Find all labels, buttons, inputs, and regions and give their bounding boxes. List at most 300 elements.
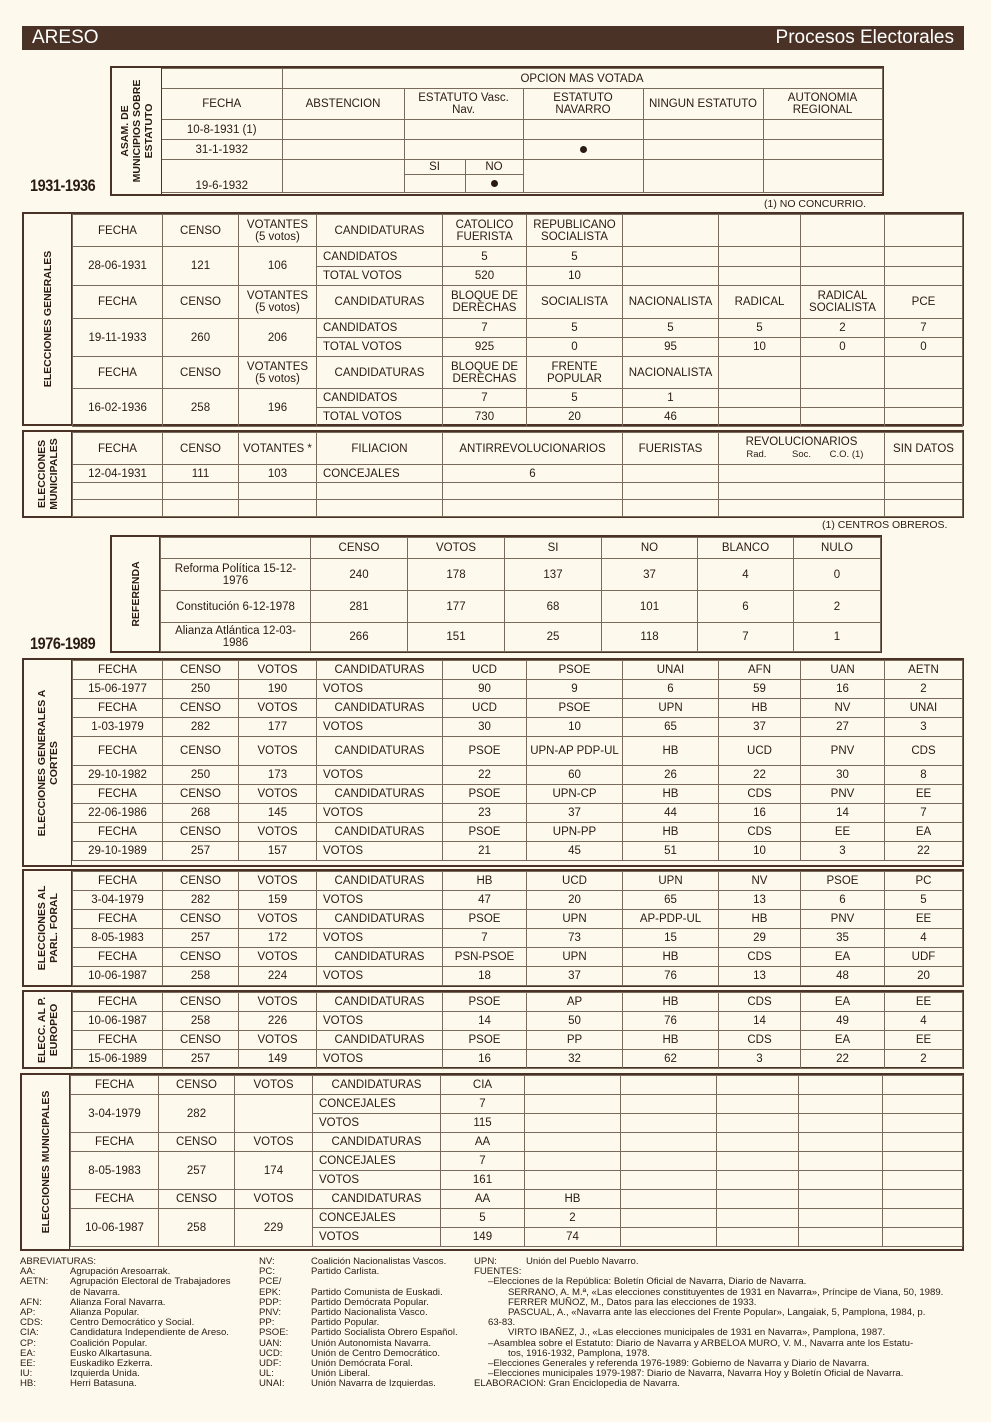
header-cell: CENSO <box>163 661 239 680</box>
empty-cell <box>621 1114 717 1133</box>
header-row <box>73 737 963 766</box>
empty-cell <box>799 1228 883 1247</box>
abbrev-col-1 <box>20 1257 231 1390</box>
header-cell: UCD <box>443 699 527 718</box>
empty-cell <box>799 1114 883 1133</box>
europeo-label: ELECC. AL P. EUROPEO <box>24 992 72 1067</box>
empty-cell <box>717 1076 799 1095</box>
source-line: 63-83. <box>488 1317 516 1329</box>
value-cell: VOTOS <box>317 929 443 948</box>
municipales-1931-block <box>22 430 964 518</box>
header-cell: HB <box>623 737 719 766</box>
value-cell: 65 <box>623 718 719 737</box>
header-cell: CANDIDATURAS <box>317 993 443 1012</box>
header-cell: FECHA <box>73 823 163 842</box>
header-cell: CANDIDATURAS <box>317 699 443 718</box>
value-cell: 3 <box>719 1050 801 1069</box>
value-cell <box>525 1095 621 1114</box>
value-cell: 74 <box>525 1228 621 1247</box>
empty-cell <box>799 1152 883 1171</box>
value-cell: VOTOS <box>313 1114 441 1133</box>
elaboracion: ELABORACION: Gran Enciclopedia de Navarra. <box>474 1378 680 1390</box>
header-cell <box>525 1076 621 1095</box>
header-cell: FECHA <box>71 1190 159 1209</box>
cortes-block <box>22 658 964 867</box>
abbrev-item: UDF: Unión Demócrata Foral. <box>259 1358 413 1370</box>
value-cell: 257 <box>163 842 239 861</box>
value-cell: CONCEJALES <box>313 1095 441 1114</box>
foral-label: ELECCIONES AL PARL. FORAL <box>24 871 72 985</box>
value-cell: 2 <box>885 1050 963 1069</box>
abbrev-item: PCE/ <box>259 1276 282 1288</box>
value-cell <box>525 1171 621 1190</box>
header-cell: UPN <box>527 910 623 929</box>
value-cell: 20 <box>527 891 623 910</box>
header-cell: CENSO <box>163 737 239 766</box>
header-cell: FECHA <box>73 785 163 804</box>
header-cell: VOTOS <box>235 1133 313 1152</box>
header-cell: HB <box>623 948 719 967</box>
value-cell: 32 <box>527 1050 623 1069</box>
header-cell: CANDIDATURAS <box>313 1133 441 1152</box>
abbrev-item: EPK: Partido Comunista de Euskadi. <box>259 1286 443 1298</box>
header-cell: CDS <box>719 1031 801 1050</box>
header-cell: CANDIDATURAS <box>317 910 443 929</box>
source-line: –Asamblea sobre el Estatuto: Diario de Navarra y ARBELOA MURO, V. M., Navarra ante los Estatu- <box>488 1337 914 1349</box>
value-cell: 22 <box>801 1050 885 1069</box>
header-cell: EE <box>885 1031 963 1050</box>
value-cell: 37 <box>527 967 623 986</box>
municipales-79-table <box>70 1075 963 1247</box>
header-cell: VOTOS <box>239 699 317 718</box>
header-cell: PSOE <box>443 1031 527 1050</box>
empty-cell <box>717 1152 799 1171</box>
empty-cell <box>883 1190 963 1209</box>
empty-cell <box>621 1209 717 1228</box>
header-cell: UNAI <box>623 661 719 680</box>
value-cell: 60 <box>527 766 623 785</box>
empty-cell <box>883 1133 963 1152</box>
header-cell: CENSO <box>159 1133 235 1152</box>
value-cell: VOTOS <box>317 891 443 910</box>
value-cell: 161 <box>441 1171 525 1190</box>
empty-cell <box>717 1228 799 1247</box>
value-cell: VOTOS <box>317 842 443 861</box>
header-cell: FECHA <box>71 1133 159 1152</box>
value-cell: 65 <box>623 891 719 910</box>
empty-cell <box>883 1076 963 1095</box>
value-cell: 224 <box>239 967 317 986</box>
empty-cell <box>799 1133 883 1152</box>
period-label-1931: 1931-1936 <box>30 176 96 195</box>
header-cell: HB <box>719 699 801 718</box>
value-cell: 16 <box>719 804 801 823</box>
source-line: PASCUAL, A., «Navarra ante las elecciones del Frente Popular», Langaiak, 5, Pamplona, 1984, p. <box>508 1307 926 1319</box>
header-row <box>73 948 963 967</box>
value-cell: 173 <box>239 766 317 785</box>
empty-cell <box>799 1171 883 1190</box>
table-row <box>73 891 963 910</box>
header-row <box>73 661 963 680</box>
value-cell: 4 <box>885 929 963 948</box>
header-cell: AA <box>441 1190 525 1209</box>
header-cell: VOTOS <box>235 1076 313 1095</box>
header-cell: CDS <box>885 737 963 766</box>
table-row <box>73 929 963 948</box>
header-cell: CENSO <box>163 1031 239 1050</box>
value-cell: 18 <box>443 967 527 986</box>
value-cell: 1-03-1979 <box>73 718 163 737</box>
header-cell: VOTOS <box>239 661 317 680</box>
header-cell: CDS <box>719 785 801 804</box>
empty-cell <box>621 1095 717 1114</box>
value-cell: 37 <box>719 718 801 737</box>
empty-cell <box>883 1228 963 1247</box>
abbrev-item: AA: Agrupación Aresoarrak. <box>20 1266 171 1278</box>
value-cell: 44 <box>623 804 719 823</box>
abbrev-item: IU: Izquierda Unida. <box>20 1368 140 1380</box>
value-cell: 3 <box>801 842 885 861</box>
header-row <box>71 1133 963 1152</box>
date-cell: 10-06-1987 <box>71 1209 159 1247</box>
cortes-table <box>72 660 963 861</box>
value-cell: 47 <box>443 891 527 910</box>
header-cell: VOTOS <box>239 823 317 842</box>
header-cell: VOTOS <box>239 993 317 1012</box>
header-cell: CIA <box>441 1076 525 1095</box>
value-cell: 27 <box>801 718 885 737</box>
empty-cell <box>883 1209 963 1228</box>
abbrev-item: PSOE: Partido Socialista Obrero Español. <box>259 1327 458 1339</box>
value-cell: CONCEJALES <box>313 1152 441 1171</box>
header-cell: PC <box>885 872 963 891</box>
header-cell: CDS <box>719 823 801 842</box>
value-cell: CONCEJALES <box>313 1209 441 1228</box>
value-cell: 50 <box>527 1012 623 1031</box>
abbrev-item: PC: Partido Carlista. <box>259 1266 380 1278</box>
value-cell: 8-05-1983 <box>73 929 163 948</box>
header-cell <box>525 1133 621 1152</box>
header-cell: EA <box>801 993 885 1012</box>
header-cell: FECHA <box>71 1076 159 1095</box>
value-cell: 23 <box>443 804 527 823</box>
empty-cell <box>717 1190 799 1209</box>
europeo-block <box>22 990 964 1069</box>
value-cell: 7 <box>885 804 963 823</box>
abbrev-item: AP: Alianza Popular. <box>20 1307 140 1319</box>
sources-col: UPN: Unión del Pueblo Navarro. FUENTES: –Elecciones de la República: Boletín Oficial de Navarra, Diario de Navarra. SERRANO, A. M.ª, «Las elecciones constituyentes de 1931 en Navarra», Príncipe de Viana, 50, 1989. FERRER MUÑOZ, M., Datos para las elecciones de 1933. PASCUAL, A., «Navarra ante las elecciones del Frente Popular», Langaiak, 5, Pamplona, 1984, p. 63-83. VIRTO IBAÑEZ, J., «Las elecciones municipales de 1931 en Navarra», Pamplona, 1987. –Asamblea sobre el Estatuto: Diario de Navarra y ARBELOA MURO, V. M., Navarra ante los Estatu- tos, 1916-1932, Pamplona, 1978. –Elecciones Generales y referenda 1976-1989: Gobierno de Navarra y Diario de Navarra. –Elecciones municipales 1979-1987: Diario de Navarra, Navarra Hoy y Boletín Oficial de Navarra. ELABORACION: Gran Enciclopedia de Navarra. <box>474 1256 944 1390</box>
header-cell: CANDIDATURAS <box>317 737 443 766</box>
header-cell: CENSO <box>163 823 239 842</box>
header-cell: VOTOS <box>235 1190 313 1209</box>
empty-cell <box>883 1152 963 1171</box>
value-cell: 268 <box>163 804 239 823</box>
header-cell: UCD <box>719 737 801 766</box>
value-cell: 13 <box>719 891 801 910</box>
value-cell: 22 <box>719 766 801 785</box>
header-cell: FECHA <box>73 1031 163 1050</box>
header-cell: UPN <box>623 872 719 891</box>
header-cell: AFN <box>719 661 801 680</box>
municipales-1931-table: FECHA CENSO VOTANTES * FILIACION ANTIRREVOLUCIONARIOS FUERISTAS REVOLUCIONARIOS Rad. Soc. C.O. (1) SIN DATOS 12-04-1931 111 103 CONCEJALES 6 <box>72 432 963 517</box>
value-cell: 5 <box>885 891 963 910</box>
value-cell: 15-06-1977 <box>73 680 163 699</box>
value-cell: 2 <box>525 1209 621 1228</box>
source-line: VIRTO IBAÑEZ, J., «Las elecciones municipales de 1931 en Navarra», Pamplona, 1987. <box>508 1327 886 1339</box>
vote-dot <box>491 180 498 187</box>
header-cell: HB <box>719 910 801 929</box>
date-cell: 3-04-1979 <box>71 1095 159 1133</box>
value-cell: VOTOS <box>317 766 443 785</box>
value-cell: 177 <box>239 718 317 737</box>
header-cell: EE <box>885 785 963 804</box>
header-cell: UCD <box>527 872 623 891</box>
header-cell: VOTOS <box>239 948 317 967</box>
value-cell: 45 <box>527 842 623 861</box>
table-row <box>73 1012 963 1031</box>
value-cell: 30 <box>443 718 527 737</box>
municipales-79-label: ELECCIONES MUNICIPALES <box>22 1075 70 1249</box>
header-cell: FECHA <box>73 872 163 891</box>
votos-cell <box>235 1095 313 1133</box>
header-cell: UPN-CP <box>527 785 623 804</box>
value-cell: 48 <box>801 967 885 986</box>
censo-cell: 282 <box>159 1095 235 1133</box>
source-line: SERRANO, A. M.ª, «Las elecciones constituyentes de 1931 en Navarra», Príncipe de Viana, 50, 1989. <box>508 1286 944 1298</box>
header-cell: VOTOS <box>239 785 317 804</box>
referenda-block <box>110 535 882 653</box>
abbrev-item: UCD: Unión de Centro Democrático. <box>259 1347 441 1359</box>
abbrev-item: NV: Coalición Nacionalistas Vascos. <box>259 1256 447 1267</box>
value-cell: 282 <box>163 891 239 910</box>
source-line: –Elecciones Generales y referenda 1976-1989: Gobierno de Navarra y Diario de Navarra. <box>488 1358 870 1370</box>
value-cell: VOTOS <box>317 718 443 737</box>
estatuto-label: ASAM. DE MUNICIPIOS SOBRE ESTATUTO <box>112 68 162 194</box>
value-cell: 7 <box>441 1152 525 1171</box>
vote-dot <box>580 146 587 153</box>
header-cell: CANDIDATURAS <box>317 1031 443 1050</box>
abbrev-item: CP: Coalición Popular. <box>20 1337 148 1349</box>
value-cell: 10-06-1987 <box>73 967 163 986</box>
value-cell: 257 <box>163 929 239 948</box>
header-cell: PSOE <box>443 823 527 842</box>
header-cell: FECHA <box>73 737 163 766</box>
header-row <box>73 910 963 929</box>
header-cell: CENSO <box>163 872 239 891</box>
header-cell: PSN-PSOE <box>443 948 527 967</box>
censo-cell: 258 <box>159 1209 235 1247</box>
period-label-1976: 1976-1989 <box>30 634 96 653</box>
town-title: ARESO <box>32 27 99 48</box>
value-cell: 9 <box>527 680 623 699</box>
value-cell <box>525 1114 621 1133</box>
header-cell: VOTOS <box>239 737 317 766</box>
header-cell: FECHA <box>73 948 163 967</box>
abbrev-item: UNAI: Unión Navarra de Izquierdas. <box>259 1378 436 1390</box>
header-cell: CDS <box>719 948 801 967</box>
value-cell: 10 <box>719 842 801 861</box>
value-cell: VOTOS <box>317 1050 443 1069</box>
value-cell: 157 <box>239 842 317 861</box>
header-cell: PNV <box>801 785 885 804</box>
header-row <box>71 1076 963 1095</box>
empty-cell <box>621 1133 717 1152</box>
value-cell: 6 <box>801 891 885 910</box>
header-cell: FECHA <box>73 993 163 1012</box>
header-row <box>73 823 963 842</box>
abbrev-item: UL: Unión Liberal. <box>259 1368 371 1380</box>
value-cell: 29-10-1989 <box>73 842 163 861</box>
table-row <box>71 1095 963 1114</box>
header-row <box>73 785 963 804</box>
header-cell: AA <box>441 1133 525 1152</box>
source-line: tos, 1916-1932, Pamplona, 1978. <box>508 1347 650 1359</box>
header-row <box>71 1190 963 1209</box>
source-line: –Elecciones de la República: Boletín Oficial de Navarra, Diario de Navarra. <box>488 1276 807 1288</box>
value-cell: 258 <box>163 1012 239 1031</box>
header-cell: EE <box>885 910 963 929</box>
empty-cell <box>883 1171 963 1190</box>
empty-cell <box>621 1076 717 1095</box>
header-cell: PSOE <box>527 661 623 680</box>
header-cell: PSOE <box>443 785 527 804</box>
value-cell: VOTOS <box>317 804 443 823</box>
abbrev-item: CDS: Centro Democrático y Social. <box>20 1317 195 1329</box>
header-cell: AP-PDP-UL <box>623 910 719 929</box>
header-cell: CANDIDATURAS <box>317 872 443 891</box>
value-cell: 2 <box>885 680 963 699</box>
value-cell: 13 <box>719 967 801 986</box>
sources-title: FUENTES: <box>474 1266 522 1278</box>
generales-1931-block <box>22 212 964 426</box>
header-cell: CENSO <box>163 910 239 929</box>
value-cell: 76 <box>623 1012 719 1031</box>
empty-cell <box>717 1095 799 1114</box>
header-cell: PNV <box>801 910 885 929</box>
votos-cell: 174 <box>235 1152 313 1190</box>
value-cell: 59 <box>719 680 801 699</box>
value-cell <box>525 1152 621 1171</box>
empty-cell <box>717 1133 799 1152</box>
header-cell: PSOE <box>443 910 527 929</box>
source-line: –Elecciones municipales 1979-1987: Diario de Navarra, Navarra Hoy y Boletín Oficial de Navarra. <box>488 1368 904 1380</box>
value-cell: 145 <box>239 804 317 823</box>
header-cell: PSOE <box>527 699 623 718</box>
header-cell: AP <box>527 993 623 1012</box>
header-cell: UPN-AP PDP-UL <box>527 737 623 766</box>
header-cell: PSOE <box>443 993 527 1012</box>
value-cell: 5 <box>441 1209 525 1228</box>
header-cell: CANDIDATURAS <box>313 1076 441 1095</box>
header-cell: CANDIDATURAS <box>317 823 443 842</box>
referenda-table: CENSO VOTOS SI NO BLANCO NULO Reforma Política 15-12-1976 240 178 137 37 4 0 Constitución 6-12-1978 281 177 68 101 6 2 Alianza Atlántica 12-03-1986 266 151 25 118 7 1 <box>160 537 881 652</box>
value-cell: 10-06-1987 <box>73 1012 163 1031</box>
empty-cell <box>799 1095 883 1114</box>
value-cell: 49 <box>801 1012 885 1031</box>
value-cell: 29 <box>719 929 801 948</box>
table-row <box>73 680 963 699</box>
abbrev-item: EE: Euskadiko Ezkerra. <box>20 1358 153 1370</box>
source-line: FERRER MUÑOZ, M., Datos para las elecciones de 1933. <box>508 1296 757 1308</box>
value-cell: 73 <box>527 929 623 948</box>
europeo-table <box>72 992 963 1069</box>
header-cell: CENSO <box>163 785 239 804</box>
value-cell: 26 <box>623 766 719 785</box>
header-cell: FECHA <box>73 661 163 680</box>
value-cell: VOTOS <box>313 1171 441 1190</box>
abbrev-item: CIA: Candidatura Independiente de Areso. <box>20 1327 229 1339</box>
header-cell: HB <box>623 785 719 804</box>
header-cell: HB <box>525 1190 621 1209</box>
value-cell: 190 <box>239 680 317 699</box>
value-cell: VOTOS <box>317 967 443 986</box>
value-cell: 226 <box>239 1012 317 1031</box>
header-cell: FECHA <box>73 910 163 929</box>
value-cell: 6 <box>623 680 719 699</box>
header-row <box>73 872 963 891</box>
value-cell: 35 <box>801 929 885 948</box>
value-cell: 22 <box>443 766 527 785</box>
header-cell: VOTOS <box>239 1031 317 1050</box>
header-row <box>73 993 963 1012</box>
header-cell: CENSO <box>163 993 239 1012</box>
header-cell: VOTOS <box>239 910 317 929</box>
abbrev-item: PDP: Partido Demócrata Popular. <box>259 1296 429 1308</box>
estatuto-table: OPCION MAS VOTADA FECHA ABSTENCION ESTATUTO Vasc. Nav. ESTATUTO NAVARRO NINGUN ESTATUTO AUTONOMIA REGIONAL 10-8-1931 (1) 31-1-1932 19-6-1932 SI NO <box>162 68 883 193</box>
value-cell: 250 <box>163 766 239 785</box>
value-cell: 30 <box>801 766 885 785</box>
header-row <box>73 699 963 718</box>
table-row <box>73 967 963 986</box>
value-cell: 149 <box>441 1228 525 1247</box>
header-cell: EA <box>801 1031 885 1050</box>
header-cell: CANDIDATURAS <box>313 1190 441 1209</box>
value-cell: 258 <box>163 967 239 986</box>
abbrev-item: PP: Partido Popular. <box>259 1317 380 1329</box>
header-cell: NV <box>801 699 885 718</box>
header-cell: EA <box>885 823 963 842</box>
header-cell: CDS <box>719 993 801 1012</box>
date-cell: 8-05-1983 <box>71 1152 159 1190</box>
value-cell: 22 <box>885 842 963 861</box>
value-cell: 14 <box>801 804 885 823</box>
header-cell: HB <box>623 1031 719 1050</box>
header-cell: CANDIDATURAS <box>317 785 443 804</box>
abbrev-item: PNV: Partido Nacionalista Vasco. <box>259 1307 428 1319</box>
header-cell: CENSO <box>163 948 239 967</box>
value-cell: 16 <box>443 1050 527 1069</box>
header-cell: UNAI <box>885 699 963 718</box>
section-title: Procesos Electorales <box>775 27 954 48</box>
generales-1931-table: FECHA CENSO VOTANTES (5 votos) CANDIDATURAS CATOLICO FUERISTA REPUBLICANO SOCIALISTA 28-06-1931 121 106 CANDIDATOS 5 5 TOTAL VOTOS 520 10 FECHA CENSO VOTANTES (5 votos) CANDIDATURAS BLOQUE DE DERECHAS SOCIALISTA NACIONALISTA RADICAL RADICAL SOCIALISTA PCE 19-11-1933 260 206 CANDIDATOS 7 5 5 5 2 7 TOTAL VOTOS 925 0 95 10 0 0 FECHA CENSO VOTANTES (5 votos) CANDIDATURAS BLOQUE DE DERECHAS FRENTE POPULAR NACIONALISTA 16-02-1936 258 196 CANDIDATOS 7 5 1 TOTAL VOTOS 730 20 46 <box>72 214 963 427</box>
empty-cell <box>883 1114 963 1133</box>
value-cell: 20 <box>885 967 963 986</box>
value-cell: 257 <box>163 1050 239 1069</box>
estatuto-note: (1) NO CONCURRIO. <box>764 198 867 210</box>
abbrev-col-2 <box>259 1257 458 1390</box>
header-cell: PSOE <box>443 737 527 766</box>
value-cell: 7 <box>443 929 527 948</box>
value-cell: 37 <box>527 804 623 823</box>
value-cell: 51 <box>623 842 719 861</box>
table-row <box>73 718 963 737</box>
value-cell: 62 <box>623 1050 719 1069</box>
censo-cell: 257 <box>159 1152 235 1190</box>
header-row <box>73 1031 963 1050</box>
value-cell: 115 <box>441 1114 525 1133</box>
value-cell: 16 <box>801 680 885 699</box>
votos-cell: 229 <box>235 1209 313 1247</box>
